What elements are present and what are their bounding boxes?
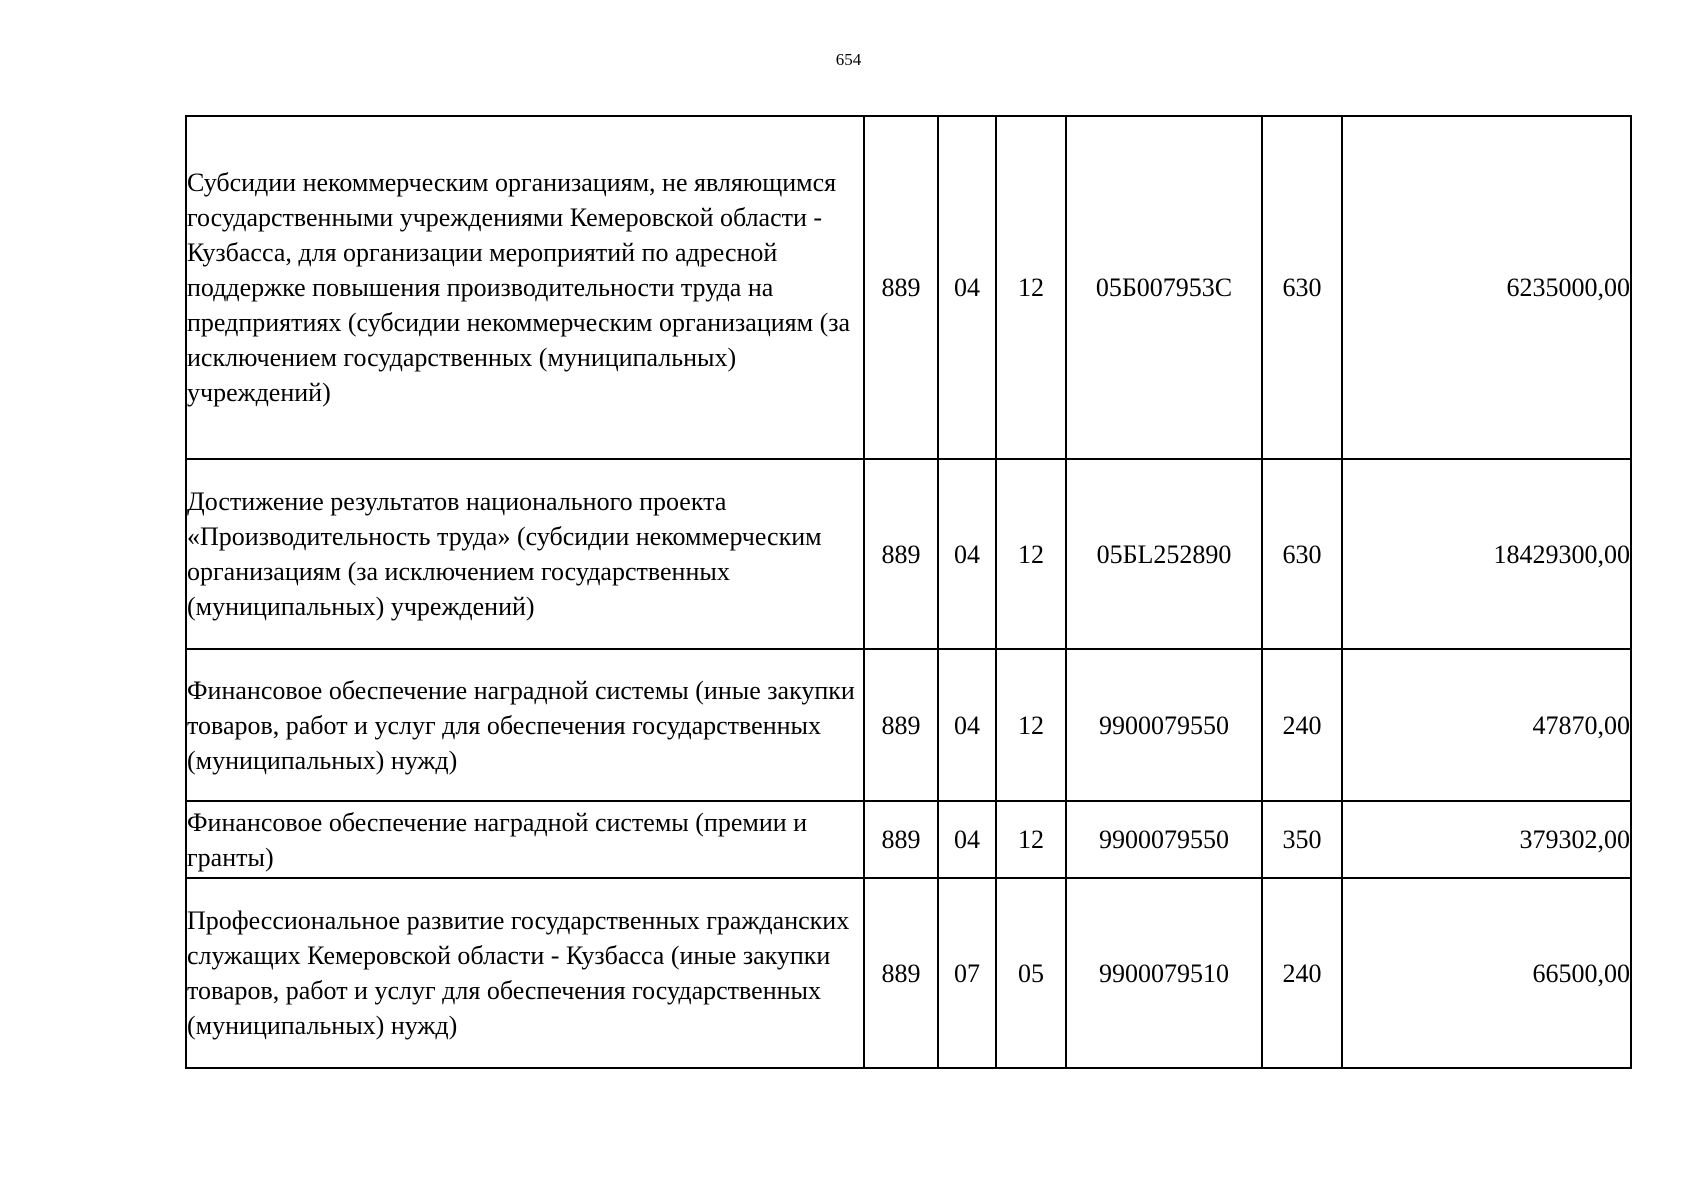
row-section-code: 04 [938, 649, 996, 801]
row-target-article-code: 9900079550 [1066, 801, 1262, 878]
row-description: Профессиональное развитие государственных гражданских служащих Кемеровской области - Кузбасса (иные закупки товаров, работ и услуг для обеспечения государственных (муниципальных) нужд) [186, 878, 864, 1068]
row-section-code: 04 [938, 116, 996, 459]
row-target-article-code: 9900079550 [1066, 649, 1262, 801]
table-row [186, 878, 1631, 1068]
budget-table [185, 115, 1632, 1069]
row-amount: 6235000,00 [1342, 116, 1631, 459]
row-subsection-code: 12 [996, 459, 1066, 649]
row-expense-type-code: 240 [1262, 649, 1342, 801]
row-section-code: 04 [938, 801, 996, 878]
row-grbs-code: 889 [864, 801, 938, 878]
row-grbs-code: 889 [864, 878, 938, 1068]
table-row [186, 116, 1631, 459]
row-expense-type-code: 240 [1262, 878, 1342, 1068]
row-amount: 66500,00 [1342, 878, 1631, 1068]
page-number: 654 [835, 50, 862, 69]
row-expense-type-code: 630 [1262, 459, 1342, 649]
row-subsection-code: 12 [996, 116, 1066, 459]
row-amount: 379302,00 [1342, 801, 1631, 878]
row-target-article-code: 05БL252890 [1066, 459, 1262, 649]
row-expense-type-code: 350 [1262, 801, 1342, 878]
row-description: Достижение результатов национального проекта «Производительность труда» (субсидии некоммерческим организациям (за исключением государственных (муниципальных) учреждений) [186, 459, 864, 649]
row-subsection-code: 12 [996, 649, 1066, 801]
row-grbs-code: 889 [864, 649, 938, 801]
row-section-code: 04 [938, 459, 996, 649]
row-subsection-code: 12 [996, 801, 1066, 878]
row-description: Субсидии некоммерческим организациям, не являющимся государственными учреждениями Кемеровской области - Кузбасса, для организации мероприятий по адресной поддержке повышения производительности труда на предприятиях (субсидии некоммерческим организациям (за исключением государственных (муниципальных) учреждений) [186, 116, 864, 459]
row-target-article-code: 9900079510 [1066, 878, 1262, 1068]
row-target-article-code: 05Б007953С [1066, 116, 1262, 459]
table-row [186, 649, 1631, 801]
table-row [186, 801, 1631, 878]
row-description: Финансовое обеспечение наградной системы (премии и гранты) [186, 801, 864, 878]
row-expense-type-code: 630 [1262, 116, 1342, 459]
row-grbs-code: 889 [864, 116, 938, 459]
row-description: Финансовое обеспечение наградной системы (иные закупки товаров, работ и услуг для обеспечения государственных (муниципальных) нужд) [186, 649, 864, 801]
row-subsection-code: 05 [996, 878, 1066, 1068]
row-amount: 18429300,00 [1342, 459, 1631, 649]
row-section-code: 07 [938, 878, 996, 1068]
row-amount: 47870,00 [1342, 649, 1631, 801]
table-row [186, 459, 1631, 649]
row-grbs-code: 889 [864, 459, 938, 649]
